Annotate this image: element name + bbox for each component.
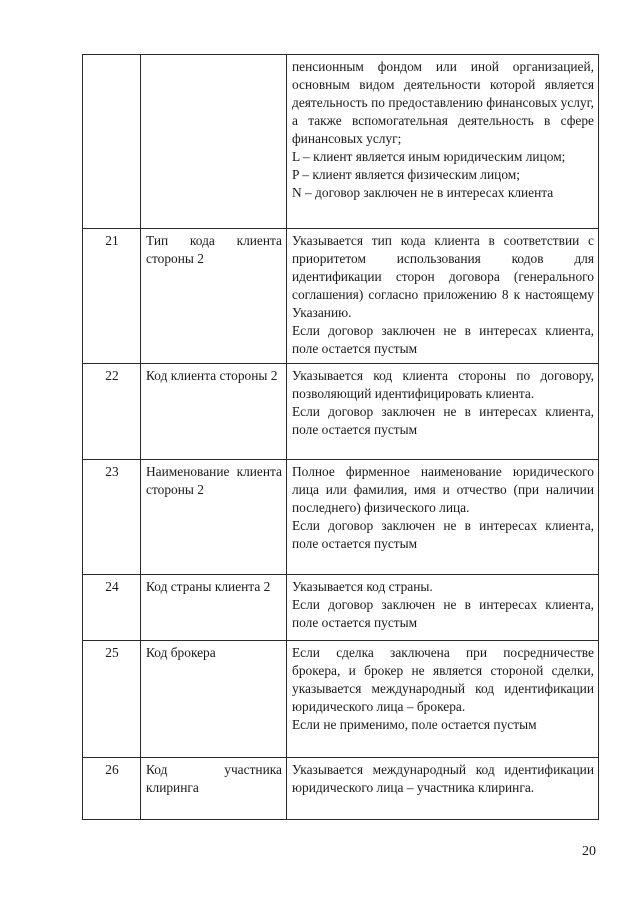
table-row <box>83 758 599 820</box>
field-description <box>287 229 599 364</box>
table-row <box>83 575 599 641</box>
field-spec-table <box>82 54 599 820</box>
description-paragraph: Указывается тип кода клиента в соответствии с приоритетом использования кодов для идентификации сторон договора (генерального соглашения) согласно приложению 8 к настоящему Указанию. <box>292 233 594 320</box>
row-number: 21 <box>83 229 141 364</box>
description-paragraph: P – клиент является физическим лицом; <box>292 167 520 182</box>
table-row <box>83 229 599 364</box>
table-row <box>83 460 599 575</box>
field-description <box>287 364 599 460</box>
description-paragraph: Указывается международный код идентификации юридического лица – участника клиринга. <box>292 762 594 795</box>
description-paragraph: Если договор заключен не в интересах клиента, поле остается пустым <box>292 597 594 630</box>
description-paragraph: Если договор заключен не в интересах клиента, поле остается пустым <box>292 404 594 437</box>
table-row <box>83 641 599 758</box>
field-name: Тип кода клиента стороны 2 <box>141 229 287 364</box>
description-paragraph: Полное фирменное наименование юридического лица или фамилия, имя и отчество (при наличии последнего) физического лица. <box>292 464 594 515</box>
description-paragraph: Указывается код клиента стороны по договору, позволяющий идентифицировать клиента. <box>292 368 594 401</box>
page-number: 20 <box>582 844 596 859</box>
description-paragraph: Если сделка заключена при посредничестве брокера, и брокер не является стороной сделки, указывается международный код идентификации юридического лица – брокера. <box>292 645 594 714</box>
table-row <box>83 55 599 229</box>
description-paragraph: пенсионным фондом или иной организацией, основным видом деятельности которой является деятельность по предоставлению финансовых услуг, а также вспомогательная деятельность в сфере финансовых услуг; <box>292 59 594 146</box>
row-number: 24 <box>83 575 141 641</box>
field-description <box>287 575 599 641</box>
field-description <box>287 55 599 229</box>
row-number: 23 <box>83 460 141 575</box>
field-description <box>287 758 599 820</box>
description-paragraph: Если не применимо, поле остается пустым <box>292 717 537 732</box>
field-name: Код брокера <box>141 641 287 758</box>
description-paragraph: N – договор заключен не в интересах клиента <box>292 185 554 200</box>
description-paragraph: Указывается код страны. <box>292 579 433 594</box>
row-number: 22 <box>83 364 141 460</box>
field-name: Наименование клиента стороны 2 <box>141 460 287 575</box>
field-name: Код страны клиента 2 <box>141 575 287 641</box>
row-number <box>83 55 141 229</box>
row-number: 25 <box>83 641 141 758</box>
field-name: Код клиента стороны 2 <box>141 364 287 460</box>
row-number: 26 <box>83 758 141 820</box>
description-paragraph: Если договор заключен не в интересах клиента, поле остается пустым <box>292 323 594 356</box>
table-row <box>83 364 599 460</box>
field-description <box>287 460 599 575</box>
field-name: Код участника клиринга <box>141 758 287 820</box>
field-name <box>141 55 287 229</box>
field-description <box>287 641 599 758</box>
description-paragraph: Если договор заключен не в интересах клиента, поле остается пустым <box>292 518 594 551</box>
description-paragraph: L – клиент является иным юридическим лицом; <box>292 149 566 164</box>
